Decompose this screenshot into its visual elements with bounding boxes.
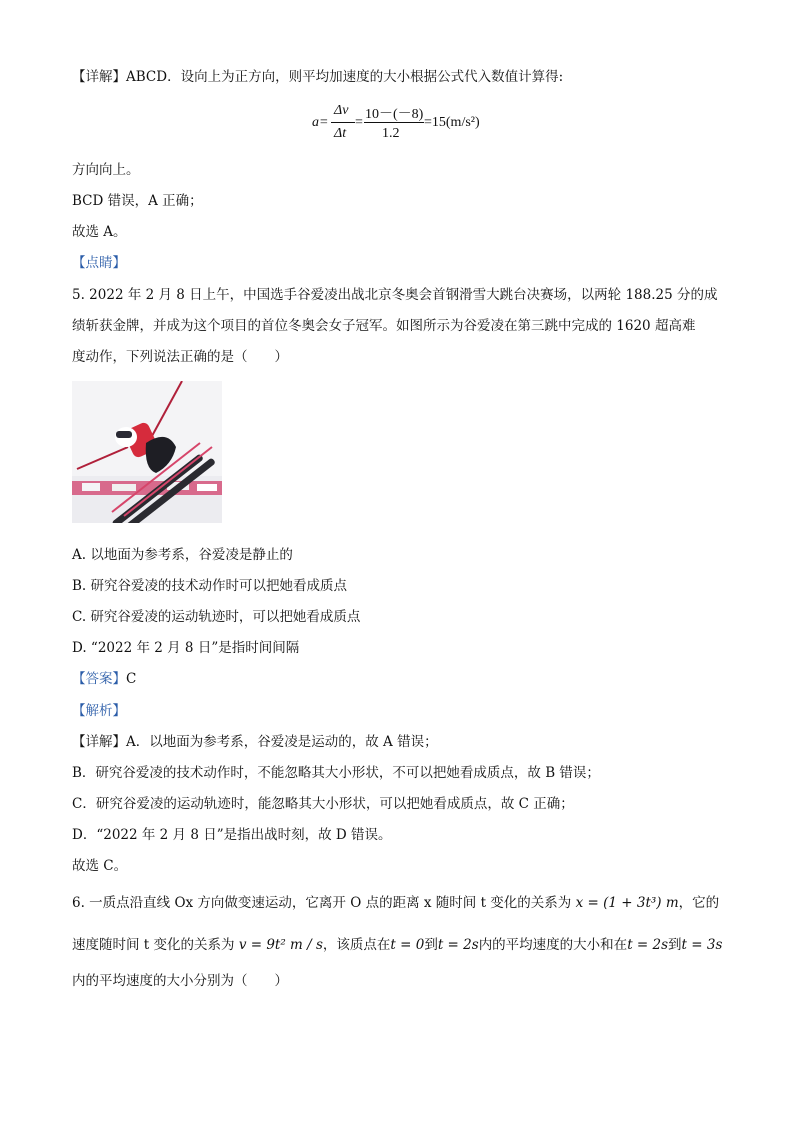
- skier-photo: [72, 381, 222, 523]
- formula-result: =15(m/s²): [424, 115, 480, 130]
- detail-tag: 【详解】: [72, 69, 126, 85]
- q5-option-a: A. 以地面为参考系，谷爱凌是静止的: [72, 547, 293, 563]
- q6-to-1: 到: [424, 937, 438, 953]
- bcd-text: BCD 错误，A 正确；: [72, 193, 203, 209]
- formula-eq: =: [355, 115, 363, 130]
- q5-line-2: 绩斩获金牌，并成为这个项目的首位冬奥会女子冠军。如图所示为谷爱凌在第三跳中完成的 1620 超高难: [72, 318, 696, 334]
- q5-detail-tag: 【详解】: [72, 734, 126, 750]
- q6-t2: t = 2s: [437, 937, 479, 953]
- answer-tag: 【答案】: [72, 671, 126, 687]
- formula-den1: Δt: [334, 126, 347, 141]
- answer-value: C: [126, 671, 137, 687]
- q6-t3: t = 3s: [681, 937, 723, 953]
- q6-t2b: t = 2s: [627, 937, 669, 953]
- q6-eq-velocity: v = 9t² m / s: [238, 937, 323, 953]
- q5-line-3: 度动作，下列说法正确的是（ ）: [72, 349, 288, 365]
- q6-eq-position: x = (1 + 3t³) m: [575, 895, 679, 911]
- q5-detail-a: [72, 732, 438, 752]
- fraction-bar-2: [364, 122, 424, 123]
- q5-answer: [72, 669, 136, 689]
- formula-num2: 10－(－8): [365, 107, 424, 122]
- q6-line-1-text: 6. 一质点沿直线 Ox 方向做变速运动，它离开 O 点的距离 x 随时间 t 变化的关系为: [72, 895, 572, 911]
- detail-paragraph: [72, 67, 563, 87]
- q6-t0: t = 0: [390, 937, 425, 953]
- q6-line-2: [72, 935, 722, 955]
- q5-detail-b: B．研究谷爱凌的技术动作时，不能忽略其大小形状，不可以把她看成质点，故 B 错误；: [72, 765, 600, 781]
- q5-detail-a-text: A．以地面为参考系，谷爱凌是运动的，故 A 错误；: [126, 734, 438, 750]
- q6-line-2b: ，该质点在: [322, 937, 391, 953]
- choose-a-text: 故选 A。: [72, 224, 127, 240]
- q5-option-b: B. 研究谷爱凌的技术动作时可以把她看成质点: [72, 578, 348, 594]
- q5-choose: 故选 C。: [72, 858, 128, 874]
- q6-line-1-end: ，它的: [678, 895, 720, 911]
- q6-line-2a: 速度随时间 t 变化的关系为: [72, 937, 235, 953]
- q5-detail-d: D．“2022 年 2 月 8 日”是指出战时刻，故 D 错误。: [72, 827, 392, 843]
- detail-text: ABCD．设向上为正方向，则平均加速度的大小根据公式代入数值计算得:: [126, 69, 564, 85]
- q6-to-2: 到: [668, 937, 682, 953]
- q6-line-3: 内的平均速度的大小分别为（ ）: [72, 973, 288, 989]
- direction-text: 方向向上。: [72, 162, 140, 178]
- q6-line-1: [72, 893, 719, 913]
- formula-lhs: a=: [312, 115, 329, 130]
- jiexi-heading: 【解析】: [72, 703, 126, 719]
- q5-line-1: 5. 2022 年 2 月 8 日上午，中国选手谷爱凌出战北京冬奥会首钢滑雪大跳台决赛场，以两轮 188.25 分的成: [72, 287, 718, 303]
- q5-option-d: D. “2022 年 2 月 8 日”是指时间间隔: [72, 640, 300, 656]
- formula-num1: Δv: [334, 103, 349, 118]
- q5-detail-c: C．研究谷爱凌的运动轨迹时，能忽略其大小形状，可以把她看成质点，故 C 正确；: [72, 796, 574, 812]
- q6-line-2c: 内的平均速度的大小和在: [478, 937, 628, 953]
- fraction-bar-1: [331, 122, 355, 123]
- dianjing-heading: 【点睛】: [72, 255, 126, 271]
- formula-den2: 1.2: [382, 126, 400, 141]
- q5-option-c: C. 研究谷爱凌的运动轨迹时，可以把她看成质点: [72, 609, 361, 625]
